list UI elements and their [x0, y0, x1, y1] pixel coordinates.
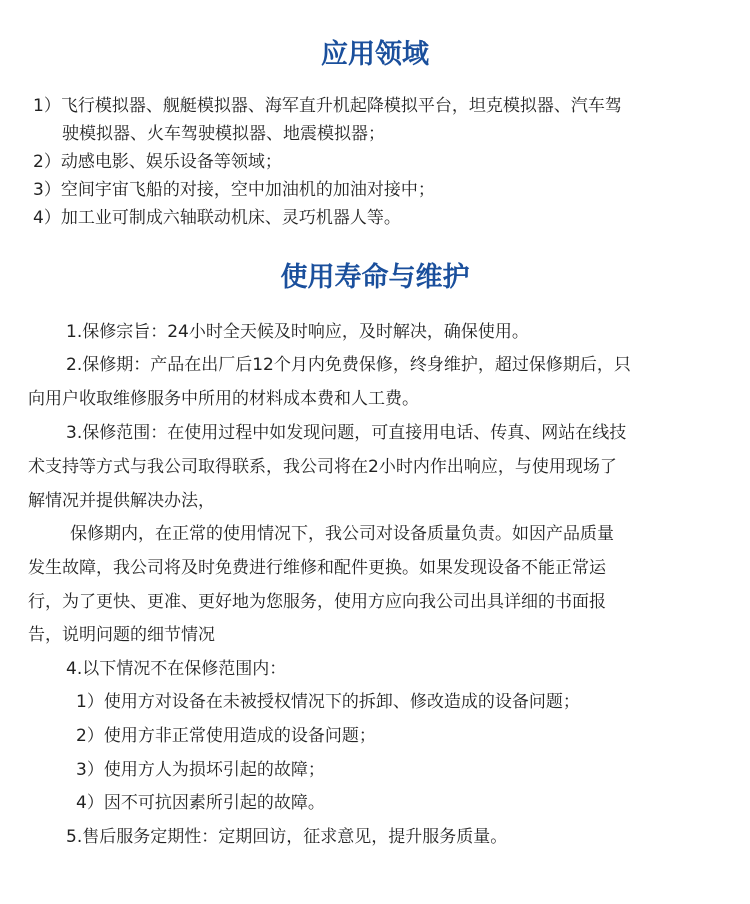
- warranty-purpose: 1.保修宗旨：24小时全天候及时响应，及时解决，确保使用。: [66, 322, 529, 342]
- warranty-period-line-2: 向用户收取维修服务中所用的材料成本费和人工费。: [28, 389, 419, 409]
- exclusion-item-1: 1）使用方对设备在未被授权情况下的拆卸、修改造成的设备问题；: [76, 692, 580, 712]
- exclusions-heading: 4.以下情况不在保修范围内：: [66, 659, 287, 679]
- warranty-scope-line-1: 3.保修范围：在使用过程中如发现问题，可直接用电话、传真、网站在线技: [66, 423, 627, 443]
- warranty-scope-line-2: 术支持等方式与我公司取得联系，我公司将在2小时内作出响应，与使用现场了: [28, 457, 617, 477]
- exclusion-item-2: 2）使用方非正常使用造成的设备问题；: [76, 726, 376, 746]
- warranty-period-line-1: 2.保修期：产品在出厂后12个月内免费保修，终身维护，超过保修期后，只: [66, 355, 631, 375]
- application-item-1-line-2: 驶模拟器、火车驾驶模拟器、地震模拟器；: [62, 124, 385, 144]
- section-title-application: 应用领域: [321, 39, 429, 70]
- warranty-duty-line-1: 保修期内，在正常的使用情况下，我公司对设备质量负责。如因产品质量: [70, 524, 614, 544]
- warranty-duty-line-4: 告，说明问题的细节情况: [28, 625, 215, 645]
- section-title-warranty: 使用寿命与维护: [280, 262, 470, 293]
- warranty-duty-line-2: 发生故障，我公司将及时免费进行维修和配件更换。如果发现设备不能正常运: [28, 558, 606, 578]
- exclusion-item-3: 3）使用方人为损坏引起的故障；: [76, 760, 325, 780]
- warranty-scope-line-3: 解情况并提供解决办法，: [28, 491, 215, 511]
- application-item-2: 2）动感电影、娱乐设备等领域；: [33, 152, 282, 172]
- application-item-1-line-1: 1）飞行模拟器、舰艇模拟器、海军直升机起降模拟平台，坦克模拟器、汽车驾: [33, 96, 622, 116]
- application-item-4: 4）加工业可制成六轴联动机床、灵巧机器人等。: [33, 208, 401, 228]
- exclusion-item-4: 4）因不可抗因素所引起的故障。: [76, 793, 325, 813]
- after-sales-periodicity: 5.售后服务定期性：定期回访，征求意见，提升服务质量。: [66, 827, 508, 847]
- warranty-duty-line-3: 行，为了更快、更准、更好地为您服务，使用方应向我公司出具详细的书面报: [28, 592, 606, 612]
- application-item-3: 3）空间宇宙飞船的对接，空中加油机的加油对接中；: [33, 180, 435, 200]
